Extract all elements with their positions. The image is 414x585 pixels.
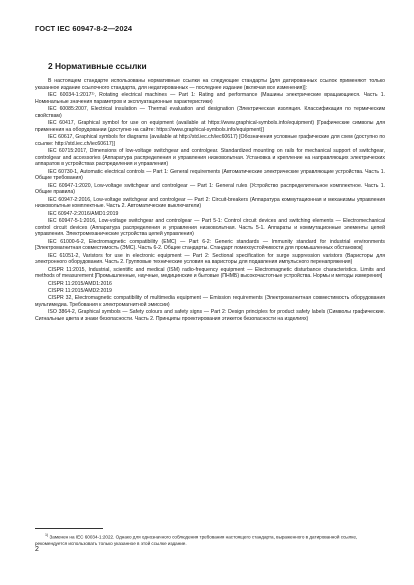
reference-iec-61000-6-2: IEC 61000-6-2, Electromagnetic compatibility (EMC) — Part 6-2: Generic standards — Immunity standard for industrial environments [Электромагнитная совместимость (ЭМС). Часть 6-2. Общие стандарты. Стандарт помехоустойчивости для промышленных обстановок] bbox=[35, 238, 385, 252]
reference-iec-60947-1: IEC 60947-1:2020, Low-voltage switchgear and controlgear — Part 1: General rules (Устройство распределительное комплектное. Часть 1. Общие правила) bbox=[35, 182, 385, 196]
reference-iec-60617: IEC 60617, Graphical symbols for diagrams (available at http://std.iec.ch/iec60617) [Обозначения условные графические для схем (доступно по ссылке: http://std.iec.ch/iec60617)] bbox=[35, 134, 385, 147]
intro-paragraph: В настоящем стандарте использованы нормативные ссылки на следующие стандарты [для датированных ссылок применяют только указанное издание ссылочного стандарта, для недатированных — последнее издание (включая все изменения)]: bbox=[35, 78, 385, 91]
reference-iec-60947-2: IEC 60947-2:2016, Low-voltage switchgear and controlgear — Part 2: Circuit-breakers (Аппаратура коммутационная и механизмы управления низковольтные комплектные. Часть 2. Автоматические выключатели) bbox=[35, 196, 385, 210]
reference-iec-60417: IEC 60417, Graphical symbol for use on equipment (available at https://www.graphical-symbols.info/equipment) [Графические символы для применения на оборудовании (доступно на сайте: https://www.graphical-symbols.info/equipment)] bbox=[35, 120, 385, 133]
reference-iec-61051-2: IEC 61051-2, Varistors for use in electronic equipment — Part 2: Sectional specification for surge suppression varistors (Варисторы для электронного оборудования. Часть 2. Групповые технические условия на варисторы для подавления импульсного перенапряжения) bbox=[35, 252, 385, 266]
reference-iec-60034-1: IEC 60034-1:2017¹⁾, Rotating electrical machines — Part 1: Rating and performance (Машины электрические вращающиеся. Часть 1. Номинальные значения параметров и эксплуатационные характеристики) bbox=[35, 92, 385, 105]
document-header: ГОСТ IEC 60947-8-2—2024 bbox=[35, 24, 133, 33]
footnote-text: Заменен на IEC 60034-1:2022. Однако для однозначного соблюдения требования настоящего стандарта, выраженного в датированной ссылке, рекомендуется использовать только указанное в этой ссылке издание. bbox=[35, 534, 358, 546]
footnote-marker: 1) bbox=[45, 533, 49, 537]
reference-iec-60730-1: IEC 60730-1, Automatic electrical controls — Part 1: General requirements (Автоматические электрические управляющие устройства. Часть 1. Общие требования) bbox=[35, 168, 385, 182]
section-title: 2 Нормативные ссылки bbox=[48, 61, 147, 71]
reference-cispr-11-amd1: CISPR 11:2015/AMD1:2016 bbox=[48, 280, 112, 287]
reference-iec-60715: IEC 60715:2017, Dimensions of low-voltage switchgear and controlgear. Standardized mounting on rails for mechanical support of switchgear, controlgear and accessories (Аппаратура распределения и управления низковольтная. Установка и крепление на направляющих электрических аппаратов в устройствах распределения и управления) bbox=[35, 148, 385, 168]
reference-cispr-32: CISPR 32, Electromagnetic compatibility of multimedia equipment — Emission requirements (Электромагнитная совместимость оборудования мультимедиа. Требования к электромагнитной эмиссии) bbox=[35, 295, 385, 308]
reference-iec-60947-5-1: IEC 60947-5-1:2016, Low-voltage switchgear and controlgear — Part 5-1: Control circuit devices and switching elements — Electromechanical control circuit devices (Аппаратура распределения и управления низковольтная. Часть 5-1. Аппараты и коммутационные элементы цепей управления. Электромеханические устройства цепей управления) bbox=[35, 218, 385, 238]
references-body bbox=[35, 78, 385, 323]
reference-iec-60085: IEC 60085:2007, Electrical insulation — Thermal evaluation and designation (Электрическая изоляция. Классификация по термическим свойствам) bbox=[35, 106, 385, 119]
reference-iec-60947-2-amd1: IEC 60947-2:2016/AMD1:2019 bbox=[48, 210, 119, 217]
reference-cispr-11-amd2: CISPR 11:2015/AMD2:2019 bbox=[48, 288, 112, 294]
reference-iso-3864-2: ISO 3864-2, Graphical symbols — Safety colours and safety signs — Part 2: Design principles for product safety labels (Символы графические. Сигнальные цвета и знаки безопасности. Часть 2. Принципы проектирования этикеток безопасности на изделиях) bbox=[35, 309, 385, 322]
footnote bbox=[35, 532, 385, 547]
reference-cispr-11: CISPR 11:2015, Industrial, scientific and medical (ISM) radio-frequency equipment — Electromagnetic disturbance characteristics. Limits and methods of measurement [Промышленные, научные, медицинские и бытовые (ПНМБ) высокочастотные устройства. Нормы и методы измерения] bbox=[35, 266, 385, 280]
page-number: 2 bbox=[35, 546, 39, 553]
footnote-divider bbox=[35, 528, 103, 529]
